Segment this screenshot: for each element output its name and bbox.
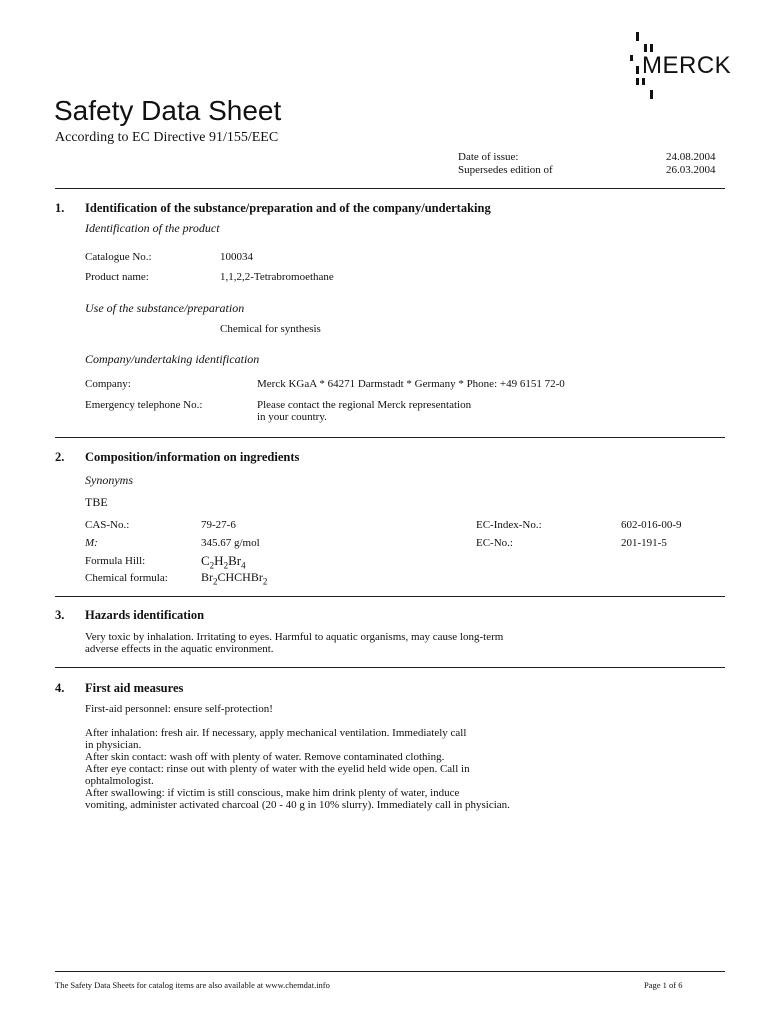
use-value: Chemical for synthesis xyxy=(220,323,321,335)
section-1-number: 1. xyxy=(55,201,65,215)
page-number: Page 1 of 6 xyxy=(644,980,683,990)
formula-element: Br xyxy=(228,553,242,568)
formula-element: Br xyxy=(201,570,213,584)
section-2-subheading: Synonyms xyxy=(85,473,133,487)
logo-mark-bar xyxy=(630,55,633,61)
footer-divider xyxy=(55,971,725,972)
logo-mark-bar xyxy=(636,32,639,41)
ec-label: EC-No.: xyxy=(476,537,513,549)
section-4-number: 4. xyxy=(55,681,65,695)
section-1-subheading: Identification of the product xyxy=(85,221,220,235)
cas-value: 79-27-6 xyxy=(201,519,236,531)
divider xyxy=(55,188,725,189)
formula-subscript: 2 xyxy=(223,560,229,571)
date-issue-value: 24.08.2004 xyxy=(666,151,716,163)
section-1-subheading: Company/undertaking identification xyxy=(85,352,260,366)
logo-mark-bar xyxy=(636,78,639,85)
ec-index-value: 602-016-00-9 xyxy=(621,519,682,531)
hazards-text: adverse effects in the aquatic environment. xyxy=(85,643,274,655)
footer-note: The Safety Data Sheets for catalog items are also available at www.chemdat.info xyxy=(55,980,330,990)
merck-logo xyxy=(628,30,738,102)
section-2-title: Composition/information on ingredients xyxy=(85,450,300,464)
product-label: Product name: xyxy=(85,271,149,283)
emergency-line: in your country. xyxy=(257,411,327,423)
section-1-subheading: Use of the substance/preparation xyxy=(85,301,245,315)
synonym: TBE xyxy=(85,495,108,509)
company-label: Company: xyxy=(85,378,131,390)
chemical-formula-value xyxy=(201,570,267,589)
formula-subscript: 2 xyxy=(213,576,218,587)
formula-element: H xyxy=(214,553,224,568)
hazards-text: Very toxic by inhalation. Irritating to eyes. Harmful to aquatic organisms, may cause long-term xyxy=(85,631,504,643)
section-4-title: First aid measures xyxy=(85,681,184,695)
first-aid-line: After inhalation: fresh air. If necessary, apply mechanical ventilation. Immediately call xyxy=(85,727,467,739)
formula-subscript: 2 xyxy=(209,560,215,571)
emergency-label: Emergency telephone No.: xyxy=(85,399,203,411)
section-3-title: Hazards identification xyxy=(85,608,205,622)
section-2-number: 2. xyxy=(55,450,65,464)
formula-element: CHCHBr xyxy=(217,570,263,584)
product-value: 1,1,2,2-Tetrabromoethane xyxy=(220,271,334,283)
first-aid-line: After skin contact: wash off with plenty of water. Remove contaminated clothing. xyxy=(85,751,445,763)
supersedes-value: 26.03.2004 xyxy=(666,164,716,176)
logo-mark-bar xyxy=(650,44,653,52)
formula-subscript: 2 xyxy=(262,576,268,587)
first-aid-line: After swallowing: if victim is still conscious, make him drink plenty of water, induce xyxy=(85,787,460,799)
page-subtitle: According to EC Directive 91/155/EEC xyxy=(55,130,279,145)
ec-index-label: EC-Index-No.: xyxy=(476,519,542,531)
emergency-line: Please contact the regional Merck representation xyxy=(257,399,472,411)
ec-value: 201-191-5 xyxy=(621,537,667,549)
first-aid-line: in physician. xyxy=(85,739,142,751)
logo-mark-bar xyxy=(636,66,639,74)
formula-element: C xyxy=(201,553,210,568)
logo-mark-bar xyxy=(644,44,647,52)
divider xyxy=(55,667,725,668)
page-title: Safety Data Sheet xyxy=(54,95,282,126)
molar-mass-label: M: xyxy=(85,537,98,549)
catalogue-label: Catalogue No.: xyxy=(85,251,152,263)
molar-mass-value: 345.67 g/mol xyxy=(201,537,260,549)
section-1-title: Identification of the substance/preparation and of the company/undertaking xyxy=(85,201,491,215)
first-aid-line: After eye contact: rinse out with plenty of water with the eyelid held wide open. Call in xyxy=(85,763,470,775)
formula-hill-label: Formula Hill: xyxy=(85,555,146,567)
date-issue-label: Date of issue: xyxy=(458,151,519,163)
first-aid-intro: First-aid personnel: ensure self-protection! xyxy=(85,703,273,715)
first-aid-line: vomiting, administer activated charcoal (20 - 40 g in 10% slurry). Immediately call in physician. xyxy=(85,799,510,811)
supersedes-label: Supersedes edition of xyxy=(458,164,553,176)
divider xyxy=(55,596,725,597)
chemical-formula-label: Chemical formula: xyxy=(85,572,168,584)
section-3-number: 3. xyxy=(55,608,65,622)
formula-subscript: 4 xyxy=(241,560,246,571)
logo-text: MERCK xyxy=(642,52,732,79)
cas-label: CAS-No.: xyxy=(85,519,130,531)
first-aid-line: ophtalmologist. xyxy=(85,775,154,787)
company-value: Merck KGaA * 64271 Darmstadt * Germany * Phone: +49 6151 72-0 xyxy=(257,378,565,390)
catalogue-value: 100034 xyxy=(220,251,253,263)
logo-mark-bar xyxy=(650,90,653,99)
divider xyxy=(55,437,725,438)
